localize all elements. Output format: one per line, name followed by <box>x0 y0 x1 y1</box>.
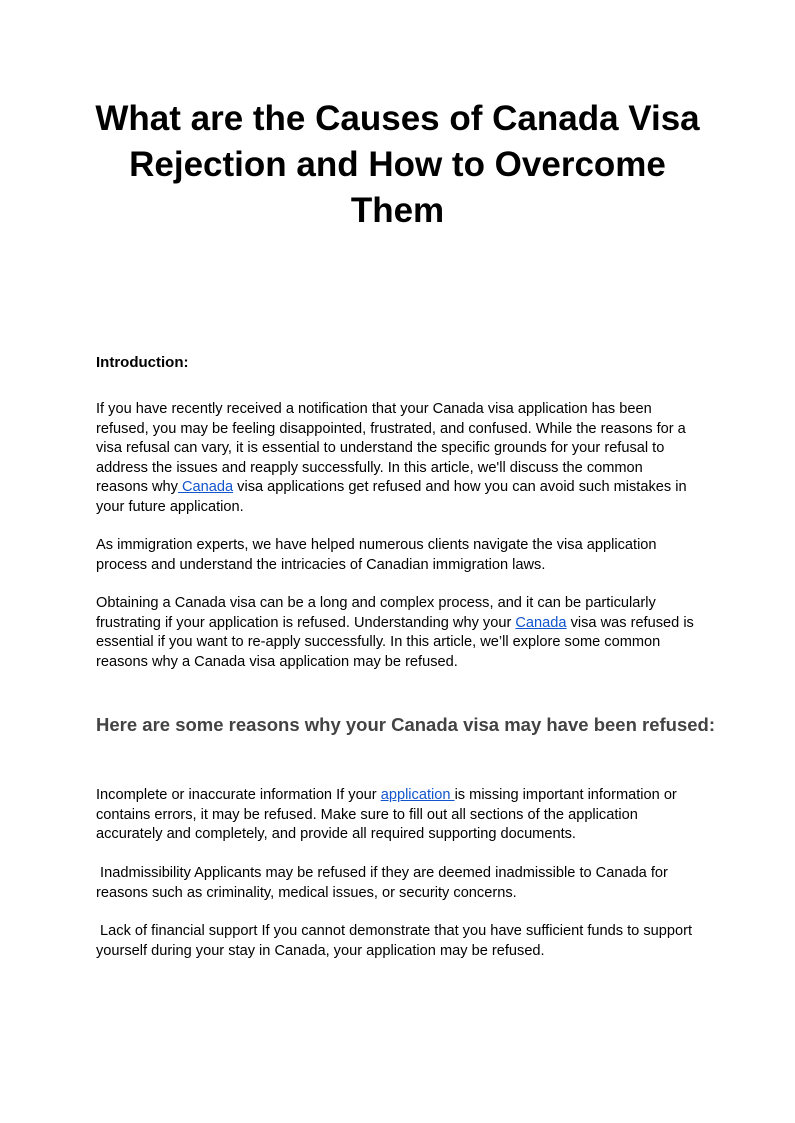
paragraph-line: As immigration experts, we have helped numerous clients navigate the visa application <box>96 537 657 553</box>
text-span: is missing important information or <box>454 787 677 803</box>
incomplete-info-paragraph <box>96 786 716 845</box>
paragraph-line: Obtaining a Canada visa can be a long and complex process, and it can be particularly <box>96 595 656 611</box>
page-title <box>80 96 715 234</box>
text-span: Incomplete or inaccurate information If your <box>96 787 381 803</box>
experts-paragraph <box>96 536 716 575</box>
obtaining-visa-paragraph <box>96 594 716 672</box>
text-span: reasons why <box>96 479 178 495</box>
title-line: Rejection and How to Overcome <box>129 145 666 184</box>
inadmissibility-paragraph <box>96 864 716 903</box>
text-span: visa applications get refused and how you can avoid such mistakes in <box>233 479 687 495</box>
paragraph-line <box>96 614 716 634</box>
text-span: frustrating if your application is refused. Understanding why your <box>96 614 516 631</box>
title-line: What are the Causes of Canada Visa <box>95 99 700 138</box>
canada-link[interactable]: Canada <box>177 479 234 495</box>
title-line: Them <box>350 191 445 230</box>
paragraph-line: Inadmissibility Applicants may be refused if they are deemed inadmissible to Canada for <box>96 865 668 881</box>
paragraph-line: essential if you want to re-apply successfully. In this article, we’ll explore some common <box>96 634 661 650</box>
introduction-heading: Introduction: <box>96 354 189 371</box>
financial-support-paragraph <box>96 922 716 961</box>
reasons-section-heading: Here are some reasons why your Canada visa may have been refused: <box>96 714 716 735</box>
canada-link[interactable]: Canada <box>515 614 567 631</box>
paragraph-line: process and understand the intricacies of Canadian immigration laws. <box>96 556 546 573</box>
paragraph-line: visa refusal can vary, it is essential to understand the specific grounds for your refusal to <box>96 440 665 456</box>
paragraph-line <box>96 478 716 498</box>
paragraph-line: address the issues and reapply successfully. In this article, we'll discuss the common <box>96 459 643 476</box>
paragraph-line: contains errors, it may be refused. Make sure to fill out all sections of the application <box>96 806 638 823</box>
text-span: visa was refused is <box>566 614 694 631</box>
paragraph-line: Lack of financial support If you cannot demonstrate that you have sufficient funds to support <box>96 923 693 939</box>
paragraph-line: If you have recently received a notification that your Canada visa application has been <box>96 401 652 417</box>
paragraph-line: reasons such as criminality, medical issues, or security concerns. <box>96 884 517 901</box>
application-link[interactable]: application <box>380 787 455 803</box>
paragraph-line: refused, you may be feeling disappointed, frustrated, and confused. While the reasons for a <box>96 420 686 437</box>
paragraph-line: your future application. <box>96 498 244 515</box>
paragraph-line: accurately and completely, and provide all required supporting documents. <box>96 826 576 842</box>
paragraph-line: yourself during your stay in Canada, your application may be refused. <box>96 942 545 959</box>
intro-paragraph <box>96 400 716 517</box>
paragraph-line: reasons why a Canada visa application may be refused. <box>96 653 458 670</box>
paragraph-line <box>96 786 716 806</box>
